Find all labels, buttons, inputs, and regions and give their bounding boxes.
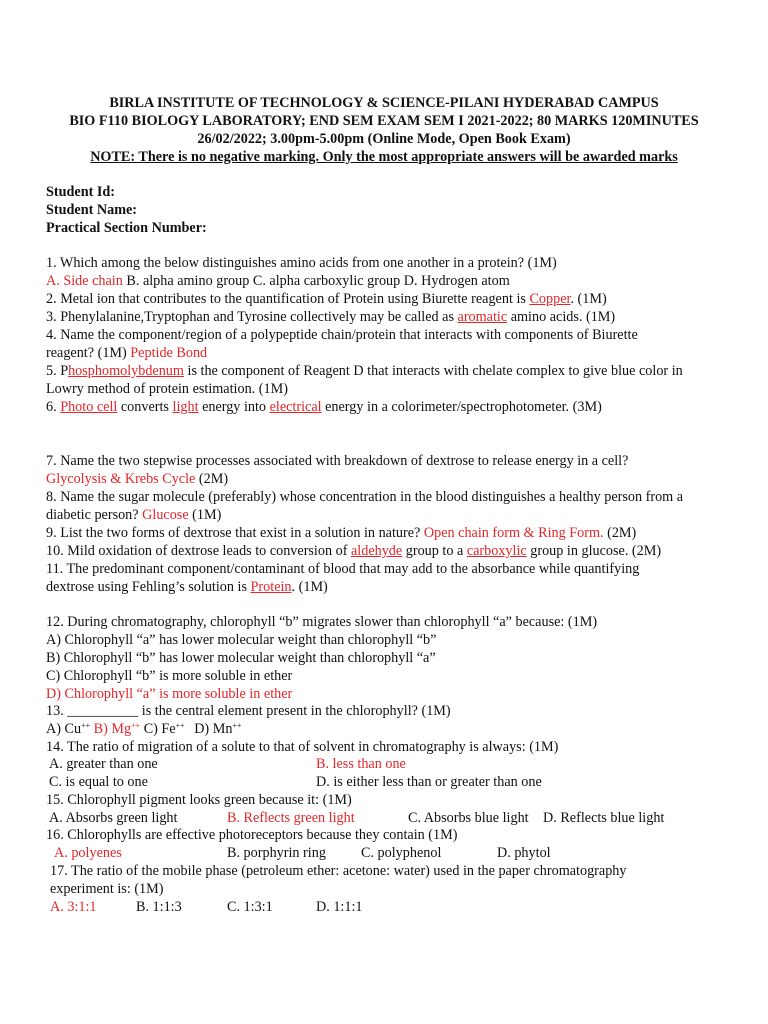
charge-superscript: ++ [81,721,91,730]
answer-highlight: Protein [250,579,292,595]
answer-highlight: aldehyde [350,543,403,559]
question-12-option-b: B) Chlorophyll “b” has lower molecular weight than chlorophyll “a” [46,650,436,666]
option-text: B) Mg [93,721,132,737]
question-1: 1. Which among the below distinguishes amino acids from one another in a protein? (1M) [46,255,557,271]
answer-highlight: Photo cell [60,399,118,415]
question-15-option-a: A. Absorbs green light [49,810,178,826]
question-8: 8. Name the sugar molecule (preferably) whose concentration in the blood distinguishes a healthy person from a [46,489,684,505]
answer-highlight: A. Side chain [46,273,123,289]
charge-superscript: ++ [175,721,185,730]
question-12-option-c: C) Chlorophyll “b” is more soluble in ether [46,668,293,684]
question-14-option-a: A. greater than one [49,756,158,772]
answer-highlight: light [172,399,199,415]
question-8-cont [46,506,221,524]
question-text: reagent? (1M) [46,345,131,361]
question-12-option-d-answer: D) Chlorophyll “a” is more soluble in ether [46,686,293,702]
charge-superscript: ++ [232,721,242,730]
question-text: energy in a colorimeter/spectrophotometer. (3M) [321,399,602,415]
question-1-options [46,272,510,290]
student-name-label: Student Name: [46,202,138,218]
question-13-options [46,720,241,738]
question-text: 6. [46,399,61,415]
question-text: 3. Phenylalanine,Tryptophan and Tyrosine collectively may be called as [46,309,458,325]
question-6 [46,398,602,416]
question-3 [46,308,615,326]
question-text: 9. List the two forms of dextrose that exist in a solution in nature? [46,525,424,541]
answer-highlight: Glucose [142,507,189,523]
question-4-cont [46,344,207,362]
question-15: 15. Chlorophyll pigment looks green because it: (1M) [46,792,352,808]
question-12-option-a: A) Chlorophyll “a” has lower molecular weight than chlorophyll “b” [46,632,437,648]
question-11: 11. The predominant component/contaminant of blood that may add to the absorbance while quantifying [46,561,640,577]
question-16-option-c: C. polyphenol [361,845,442,861]
question-text: is the component of Reagent D that interacts with chelate complex to give blue color in [183,363,683,379]
question-text: amino acids. (1M) [507,309,616,325]
answer-highlight: hosphomolybdenum [68,363,184,379]
question-5-cont: Lowry method of protein estimation. (1M) [46,381,288,397]
question-15-option-c: C. Absorbs blue light [408,810,529,826]
question-14-option-d: D. is either less than or greater than one [316,774,542,790]
option-b-answer [94,721,140,737]
question-text: (2M) [195,471,229,487]
question-text: . (1M) [291,579,328,595]
question-text: (2M) [603,525,637,541]
option-c [144,721,185,737]
question-17-cont: experiment is: (1M) [50,881,164,897]
question-text: energy into [198,399,270,415]
question-17: 17. The ratio of the mobile phase (petroleum ether: acetone: water) used in the paper chromatography [50,863,627,879]
question-17-option-c: C. 1:3:1 [227,899,273,915]
question-16-option-b: B. porphyrin ring [227,845,326,861]
question-17-option-d: D. 1:1:1 [316,899,363,915]
options-text: B. alpha amino group C. alpha carboxylic group D. Hydrogen atom [122,273,510,289]
option-text: C) Fe [143,721,176,737]
question-16: 16. Chlorophylls are effective photoreceptors because they contain (1M) [46,827,458,843]
question-text: 5. P [46,363,69,379]
answer-highlight: Copper [529,291,571,307]
question-text: dextrose using Fehling’s solution is [46,579,251,595]
question-text: 10. Mild oxidation of dextrose leads to conversion of [46,543,351,559]
question-17-option-b: B. 1:1:3 [136,899,182,915]
question-11-cont [46,578,328,596]
section-number-label: Practical Section Number: [46,220,207,236]
question-14-option-b-answer: B. less than one [316,756,406,772]
question-7-answer [46,470,228,488]
question-text: (1M) [188,507,222,523]
question-12: 12. During chromatography, chlorophyll “b” migrates slower than chlorophyll “a” because: (1M) [46,614,598,630]
charge-superscript: ++ [131,721,141,730]
answer-highlight: electrical [269,399,322,415]
question-4: 4. Name the component/region of a polypeptide chain/protein that interacts with components of Biurette [46,327,638,343]
question-13: 13. __________ is the central element present in the chlorophyll? (1M) [46,703,451,719]
question-10 [46,542,661,560]
answer-highlight: Glycolysis & Krebs Cycle [46,471,196,487]
answer-highlight: carboxylic [466,543,527,559]
answer-highlight: Peptide Bond [130,345,208,361]
question-14: 14. The ratio of migration of a solute to that of solvent in chromatography is always: (1M) [46,739,559,755]
course-title: BIO F110 BIOLOGY LABORATORY; END SEM EXAM SEM I 2021-2022; 80 MARKS 120MINUTES [69,113,699,129]
option-text: D) Mn [194,721,233,737]
question-text: group to a [402,543,467,559]
question-7: 7. Name the two stepwise processes associated with breakdown of dextrose to release energy in a cell? [46,453,629,469]
question-2 [46,290,607,308]
exam-note: NOTE: There is no negative marking. Only the most appropriate answers will be awarded marks [90,149,678,165]
question-17-option-a-answer: A. 3:1:1 [50,899,97,915]
question-16-option-d: D. phytol [497,845,551,861]
question-15-option-d: D. Reflects blue light [543,810,665,826]
answer-highlight: Open chain form & Ring Form. [423,525,604,541]
institute-title: BIRLA INSTITUTE OF TECHNOLOGY & SCIENCE-PILANI HYDERABAD CAMPUS [109,95,659,111]
question-text: diabetic person? [46,507,143,523]
question-15-option-b-answer: B. Reflects green light [227,810,355,826]
question-9 [46,524,636,542]
option-d [194,721,241,737]
option-text: A) Cu [46,721,82,737]
question-14-option-c: C. is equal to one [49,774,148,790]
question-16-option-a-answer: A. polyenes [54,845,122,861]
question-text: converts [117,399,173,415]
option-a [46,721,90,737]
exam-datetime: 26/02/2022; 3.00pm-5.00pm (Online Mode, Open Book Exam) [197,131,571,147]
answer-highlight: aromatic [457,309,508,325]
student-id-label: Student Id: [46,184,115,200]
question-text: 2. Metal ion that contributes to the quantification of Protein using Biurette reagent is [46,291,530,307]
question-5 [46,362,683,380]
question-text: group in glucose. (2M) [526,543,662,559]
question-text: . (1M) [570,291,607,307]
